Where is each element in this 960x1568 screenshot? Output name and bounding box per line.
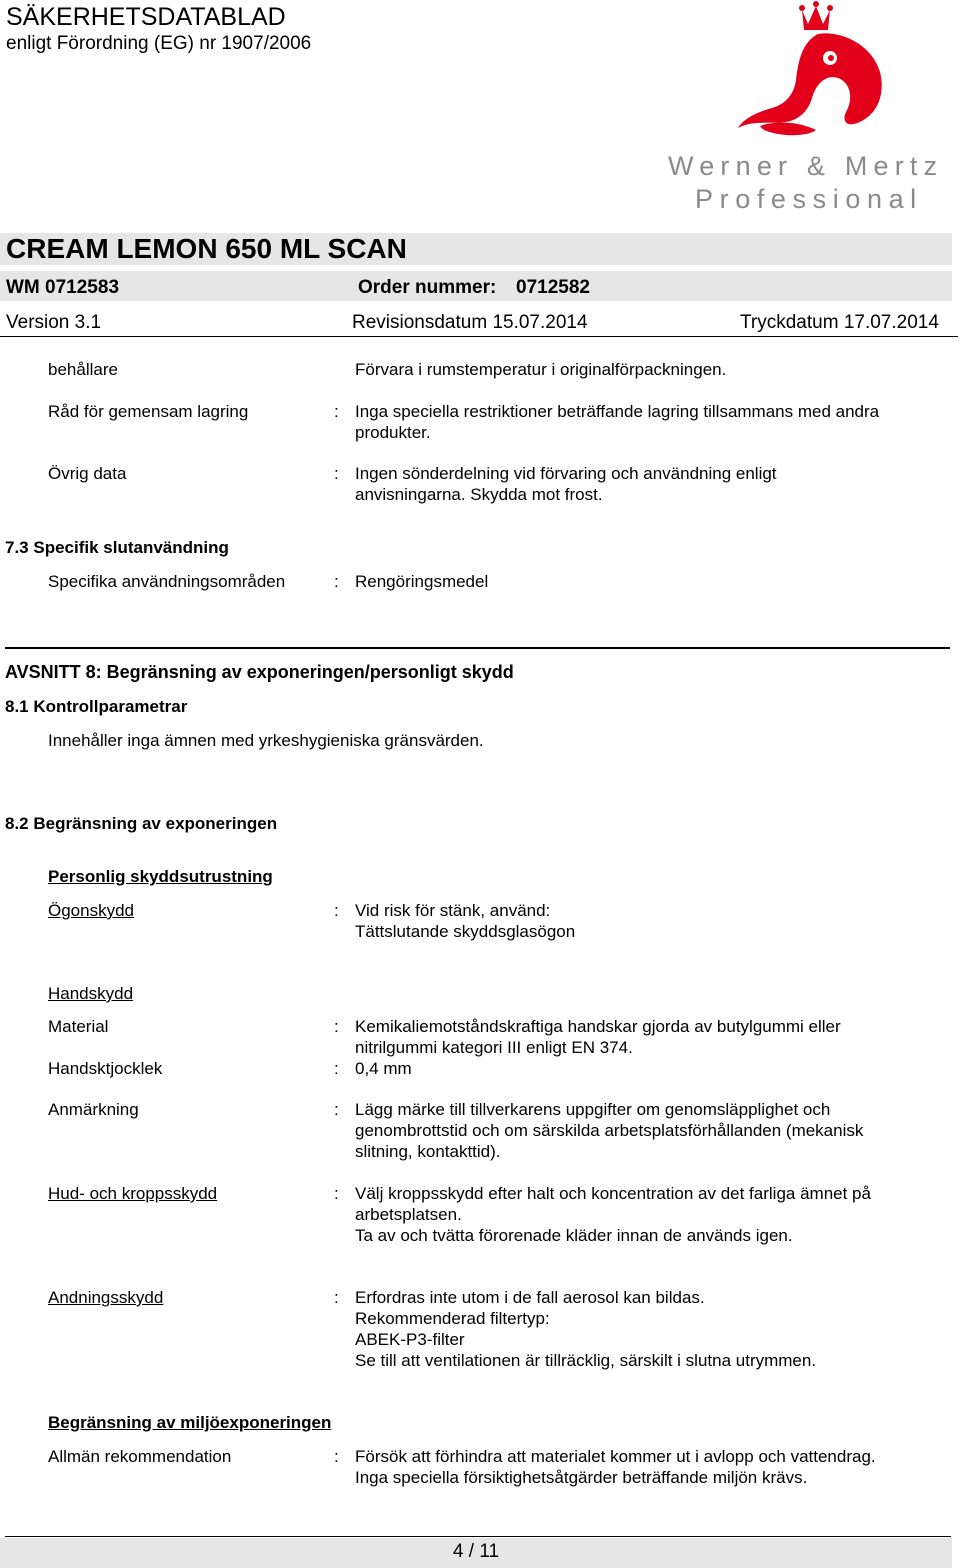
storage-label: Råd för gemensam lagring <box>48 402 249 421</box>
crown-icon <box>799 1 833 30</box>
wm-number: WM 0712583 <box>6 277 120 298</box>
colon: : <box>334 572 339 591</box>
document-subtitle: enligt Förordning (EG) nr 1907/2006 <box>6 33 312 54</box>
footer-divider <box>5 1536 951 1537</box>
frog-leg-icon <box>760 123 816 136</box>
eye-protection-value-line: Tättslutande skyddsglasögon <box>355 922 576 941</box>
respiratory-protection-label: Andningsskydd <box>48 1288 164 1307</box>
material-label: Material <box>48 1017 109 1036</box>
remark-value-line: genombrottstid och om särskilda arbetsplatsförhållanden (mekanisk <box>355 1121 864 1140</box>
other-data-label: Övrig data <box>48 464 127 483</box>
colon: : <box>334 901 339 920</box>
frog-icon <box>738 33 882 128</box>
logo-brand-name: Werner & Mertz <box>668 151 944 181</box>
ppe-heading: Personlig skyddsutrustning <box>48 867 273 886</box>
skin-protection-value-line: Välj kroppsskydd efter halt och koncentration av det farliga ämnet på <box>355 1184 871 1203</box>
respiratory-value-line: ABEK-P3-filter <box>355 1330 465 1349</box>
colon: : <box>334 464 339 483</box>
colon: : <box>334 402 339 421</box>
other-data-value-line: Ingen sönderdelning vid förvaring och användning enligt <box>355 464 777 483</box>
subsection-7-3-title: 7.3 Specifik slutanvändning <box>5 538 229 557</box>
respiratory-value-line: Se till att ventilationen är tillräcklig, särskilt i slutna utrymmen. <box>355 1351 817 1370</box>
logo-brand-tagline: Professional <box>695 184 923 214</box>
colon: : <box>334 1100 339 1119</box>
order-number-value: 0712582 <box>516 277 590 298</box>
subsection-8-1-title: 8.1 Kontrollparametrar <box>5 697 188 716</box>
control-parameters-text: Innehåller inga ämnen med yrkeshygieniska gränsvärden. <box>48 731 484 750</box>
container-value: Förvara i rumstemperatur i originalförpackningen. <box>355 360 727 379</box>
use-label: Specifika användningsområden <box>48 572 286 591</box>
eye-protection-value-line: Vid risk för stänk, använd: <box>355 901 551 920</box>
order-number-label: Order nummer: <box>358 277 497 298</box>
environmental-exposure-heading: Begränsning av miljöexponeringen <box>48 1413 332 1432</box>
product-name: CREAM LEMON 650 ML SCAN <box>6 233 407 264</box>
remark-label: Anmärkning <box>48 1100 139 1119</box>
page-number: 4 / 11 <box>452 1541 500 1562</box>
colon: : <box>334 1184 339 1203</box>
skin-protection-label: Hud- och kroppsskydd <box>48 1184 218 1203</box>
respiratory-value-line: Erfordras inte utom i de fall aerosol kan bildas. <box>355 1288 705 1307</box>
respiratory-value-line: Rekommenderad filtertyp: <box>355 1309 550 1328</box>
eye-protection-label: Ögonskydd <box>48 901 134 920</box>
general-recommendation-label: Allmän rekommendation <box>48 1447 232 1466</box>
material-value-line: nitrilgummi kategori III enligt EN 374. <box>355 1038 633 1057</box>
storage-value-line: Inga speciella restriktioner beträffande lagring tillsammans med andra <box>355 402 880 421</box>
header-divider <box>0 336 958 337</box>
colon: : <box>334 1447 339 1466</box>
glove-thickness-label: Handsktjocklek <box>48 1059 163 1078</box>
skin-protection-value-line: arbetsplatsen. <box>355 1205 462 1224</box>
print-date: Tryckdatum 17.07.2014 <box>740 312 939 333</box>
version: Version 3.1 <box>6 312 102 333</box>
material-value-line: Kemikaliemotståndskraftiga handskar gjorda av butylgummi eller <box>355 1017 841 1036</box>
document-title: SÄKERHETSDATABLAD <box>6 3 286 31</box>
skin-protection-value-line: Ta av och tvätta förorenade kläder innan de används igen. <box>355 1226 793 1245</box>
revision-date: Revisionsdatum 15.07.2014 <box>352 312 588 333</box>
other-data-value-line: anvisningarna. Skydda mot frost. <box>355 485 603 504</box>
remark-value-line: slitning, kontakttid). <box>355 1142 501 1161</box>
general-recommendation-value-line: Inga speciella försiktighetsåtgärder beträffande miljön krävs. <box>355 1468 808 1487</box>
remark-value-line: Lägg märke till tillverkarens uppgifter om genomsläpplighet och <box>355 1100 831 1119</box>
subsection-8-2-title: 8.2 Begränsning av exponeringen <box>5 814 278 833</box>
use-value: Rengöringsmedel <box>355 572 489 591</box>
colon: : <box>334 1017 339 1036</box>
colon: : <box>334 1059 339 1078</box>
general-recommendation-value-line: Försök att förhindra att materialet kommer ut i avlopp och vattendrag. <box>355 1447 876 1466</box>
section-8-title: AVSNITT 8: Begränsning av exponeringen/personligt skydd <box>5 662 514 682</box>
colon: : <box>334 1288 339 1307</box>
container-label: behållare <box>48 360 118 379</box>
section-divider <box>5 647 950 649</box>
glove-thickness-value: 0,4 mm <box>355 1059 412 1078</box>
hand-protection-heading: Handskydd <box>48 984 134 1003</box>
storage-value-line: produkter. <box>355 423 431 442</box>
